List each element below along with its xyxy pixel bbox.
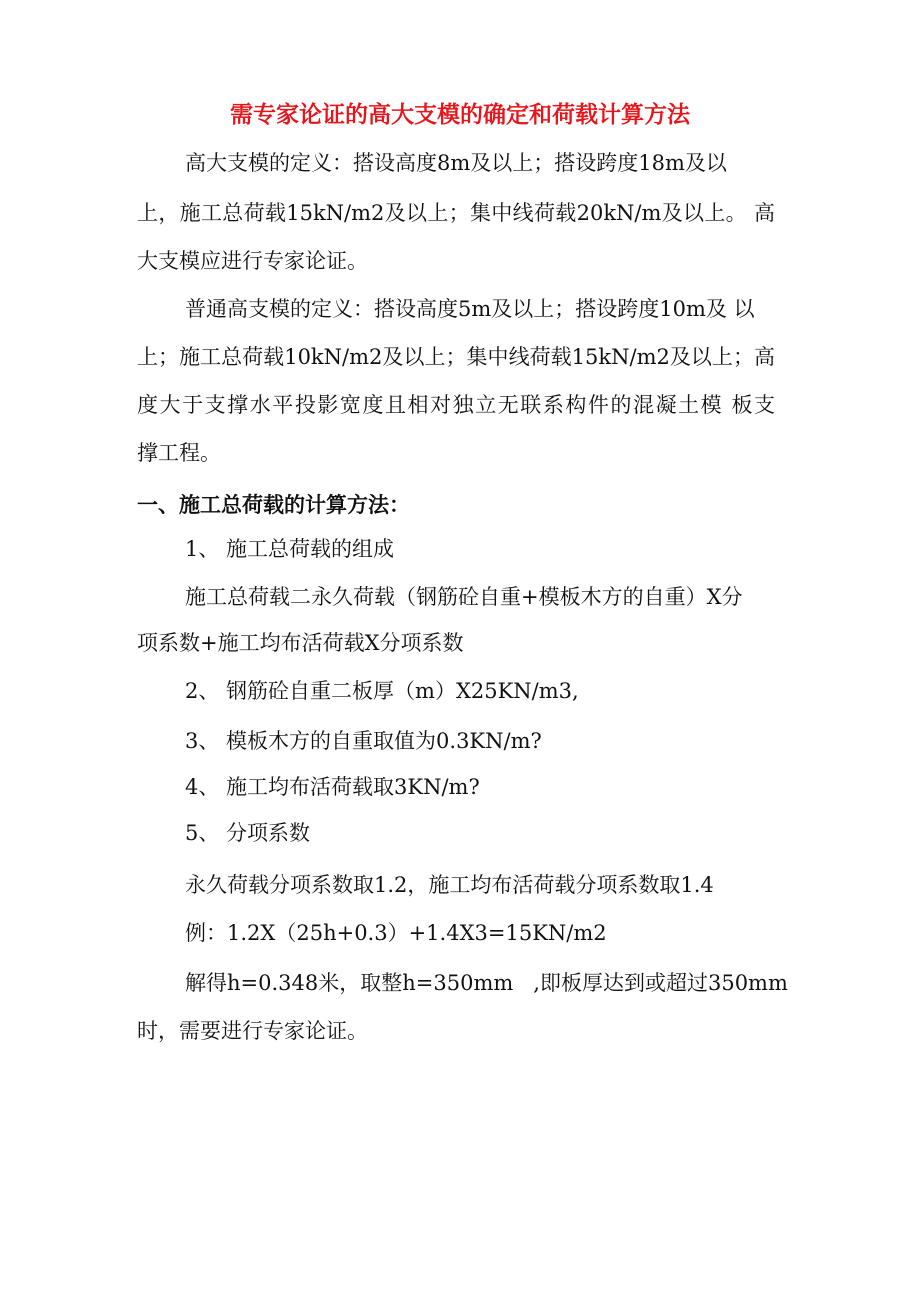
paragraph-line: 时，需要进行专家论证。 bbox=[137, 1019, 368, 1043]
document-title: 需专家论证的高大支模的确定和荷载计算方法 bbox=[230, 102, 690, 128]
list-item: 2、 钢筋砼自重二板厚（m）X25KN/m3, bbox=[185, 679, 579, 703]
paragraph-line: 普通高支模的定义：搭设高度5m及以上；搭设跨度10m及 以 bbox=[185, 297, 755, 321]
list-item: 5、 分项系数 bbox=[185, 821, 311, 845]
paragraph-line: 上；施工总荷载10kN/m2及以上；集中线荷载15kN/m2及以上；高 bbox=[137, 345, 775, 369]
paragraph-line: 永久荷载分项系数取1.2，施工均布活荷载分项系数取1.4 bbox=[185, 873, 714, 897]
paragraph-line: 解得h=0.348米，取整h=350mm ,即板厚达到或超过350mm bbox=[185, 971, 788, 995]
paragraph-line: 大支模应进行专家论证。 bbox=[137, 249, 368, 273]
list-item: 3、 模板木方的自重取值为0.3KN/m? bbox=[185, 729, 542, 753]
paragraph-line: 施工总荷载二永久荷载（钢筋砼自重+模板木方的自重）X分 bbox=[185, 585, 743, 609]
example-formula: 例：1.2X（25h+0.3）+1.4X3=15KN/m2 bbox=[185, 921, 607, 945]
list-item: 4、 施工均布活荷载取3KN/m? bbox=[185, 775, 480, 799]
paragraph-line: 撑工程。 bbox=[137, 441, 221, 465]
list-item: 1、 施工总荷载的组成 bbox=[185, 537, 395, 561]
paragraph-line: 上，施工总荷载15kN/m2及以上；集中线荷载20kN/m及以上。 高 bbox=[137, 201, 775, 225]
paragraph-line: 度大于支撑水平投影宽度且相对独立无联系构件的混凝土模 板支 bbox=[137, 393, 775, 417]
section-heading: 一、施工总荷载的计算方法： bbox=[137, 493, 410, 517]
paragraph-line: 项系数+施工均布活荷载X分项系数 bbox=[137, 631, 464, 655]
paragraph-line: 高大支模的定义：搭设高度8m及以上；搭设跨度18m及以 bbox=[185, 151, 727, 175]
